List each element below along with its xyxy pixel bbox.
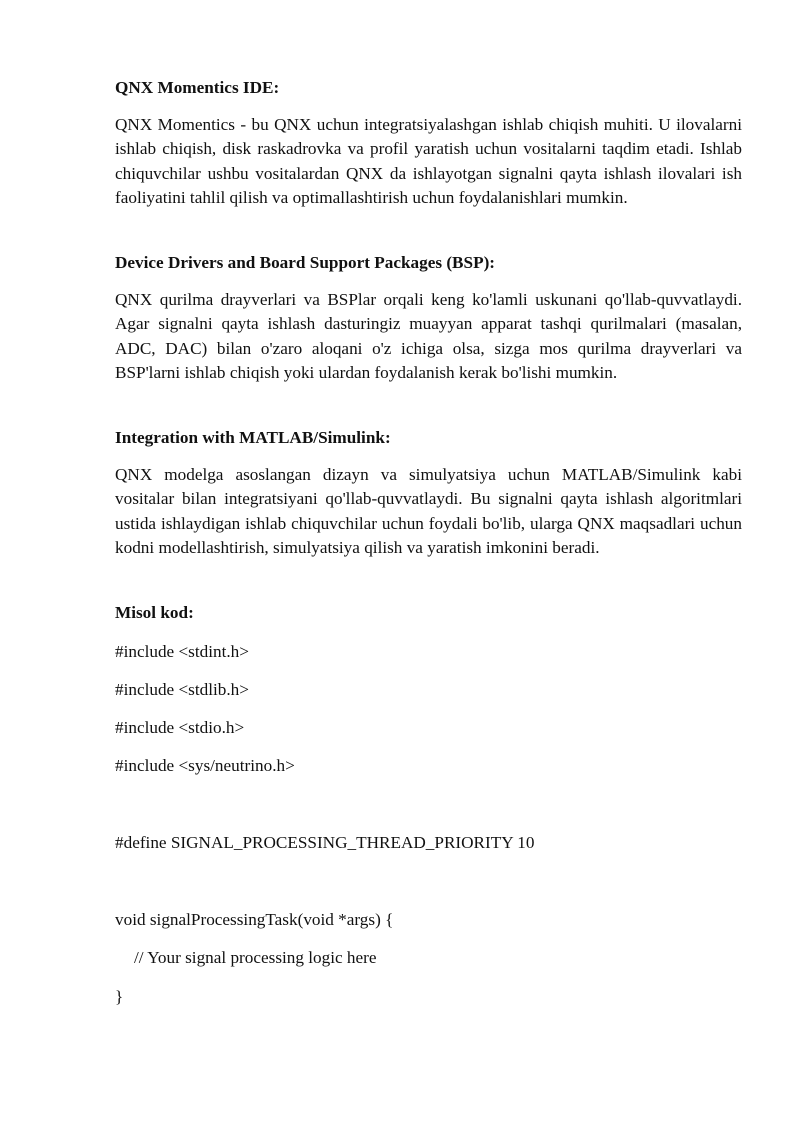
code-line-include-stdint: #include <stdint.h> <box>115 642 249 661</box>
section-text-drivers-bsp: QNX qurilma drayverlari va BSPlar orqali keng ko'lamli uskunani qo'llab-quvvatlaydi. Agar signalni qayta ishlash dasturingiz muayyan apparat tashqi qurilmalari (masalan, ADC, DAC) bilan o'zaro aloqani o'z ichiga olsa, sizga mos qurilma drayverlari va BSP'larni ishlab chiqish yoki ulardan foydalanish kerak bo'lishi mumkin. <box>115 290 742 383</box>
section-heading-matlab-simulink: Integration with MATLAB/Simulink: <box>115 428 391 447</box>
section-heading-drivers-bsp: Device Drivers and Board Support Packages (BSP): <box>115 253 496 272</box>
code-line-comment: // Your signal processing logic here <box>134 948 377 967</box>
code-line-include-stdio: #include <stdio.h> <box>115 718 245 737</box>
section-text-matlab-simulink: QNX modelga asoslangan dizayn va simulyatsiya uchun MATLAB/Simulink kabi vositalar bilan integratsiyani qo'llab-quvvatlaydi. Bu signalni qayta ishlash algoritmlari ustida ishlaydigan ishlab chiquvchilar uchun foydali bo'lib, ularga QNX maqsadlari uchun kodni modellashtirish, simulyatsiya qilish va yaratish imkonini beradi. <box>115 465 742 558</box>
code-line-include-neutrino: #include <sys/neutrino.h> <box>115 756 295 775</box>
code-line-close-brace: } <box>115 987 124 1006</box>
code-line-function-signature: void signalProcessingTask(void *args) { <box>115 910 394 929</box>
code-line-include-stdlib: #include <stdlib.h> <box>115 680 249 699</box>
section-text-momentics: QNX Momentics - bu QNX uchun integratsiyalashgan ishlab chiqish muhiti. U ilovalarni ishlab chiqish, disk raskadrovka va profil yaratish uchun vositalarni taqdim etadi. Ishlab chiquvchilar ushbu vositalardan QNX da ishlayotgan signalni qayta ishlash ilovalari ish faoliyatini tahlil qilish va optimallashtirish uchun foydalanishlari mumkin. <box>115 115 742 208</box>
code-heading: Misol kod: <box>115 603 194 622</box>
code-line-define-priority: #define SIGNAL_PROCESSING_THREAD_PRIORITY 10 <box>115 833 535 852</box>
section-heading-momentics: QNX Momentics IDE: <box>115 78 280 97</box>
